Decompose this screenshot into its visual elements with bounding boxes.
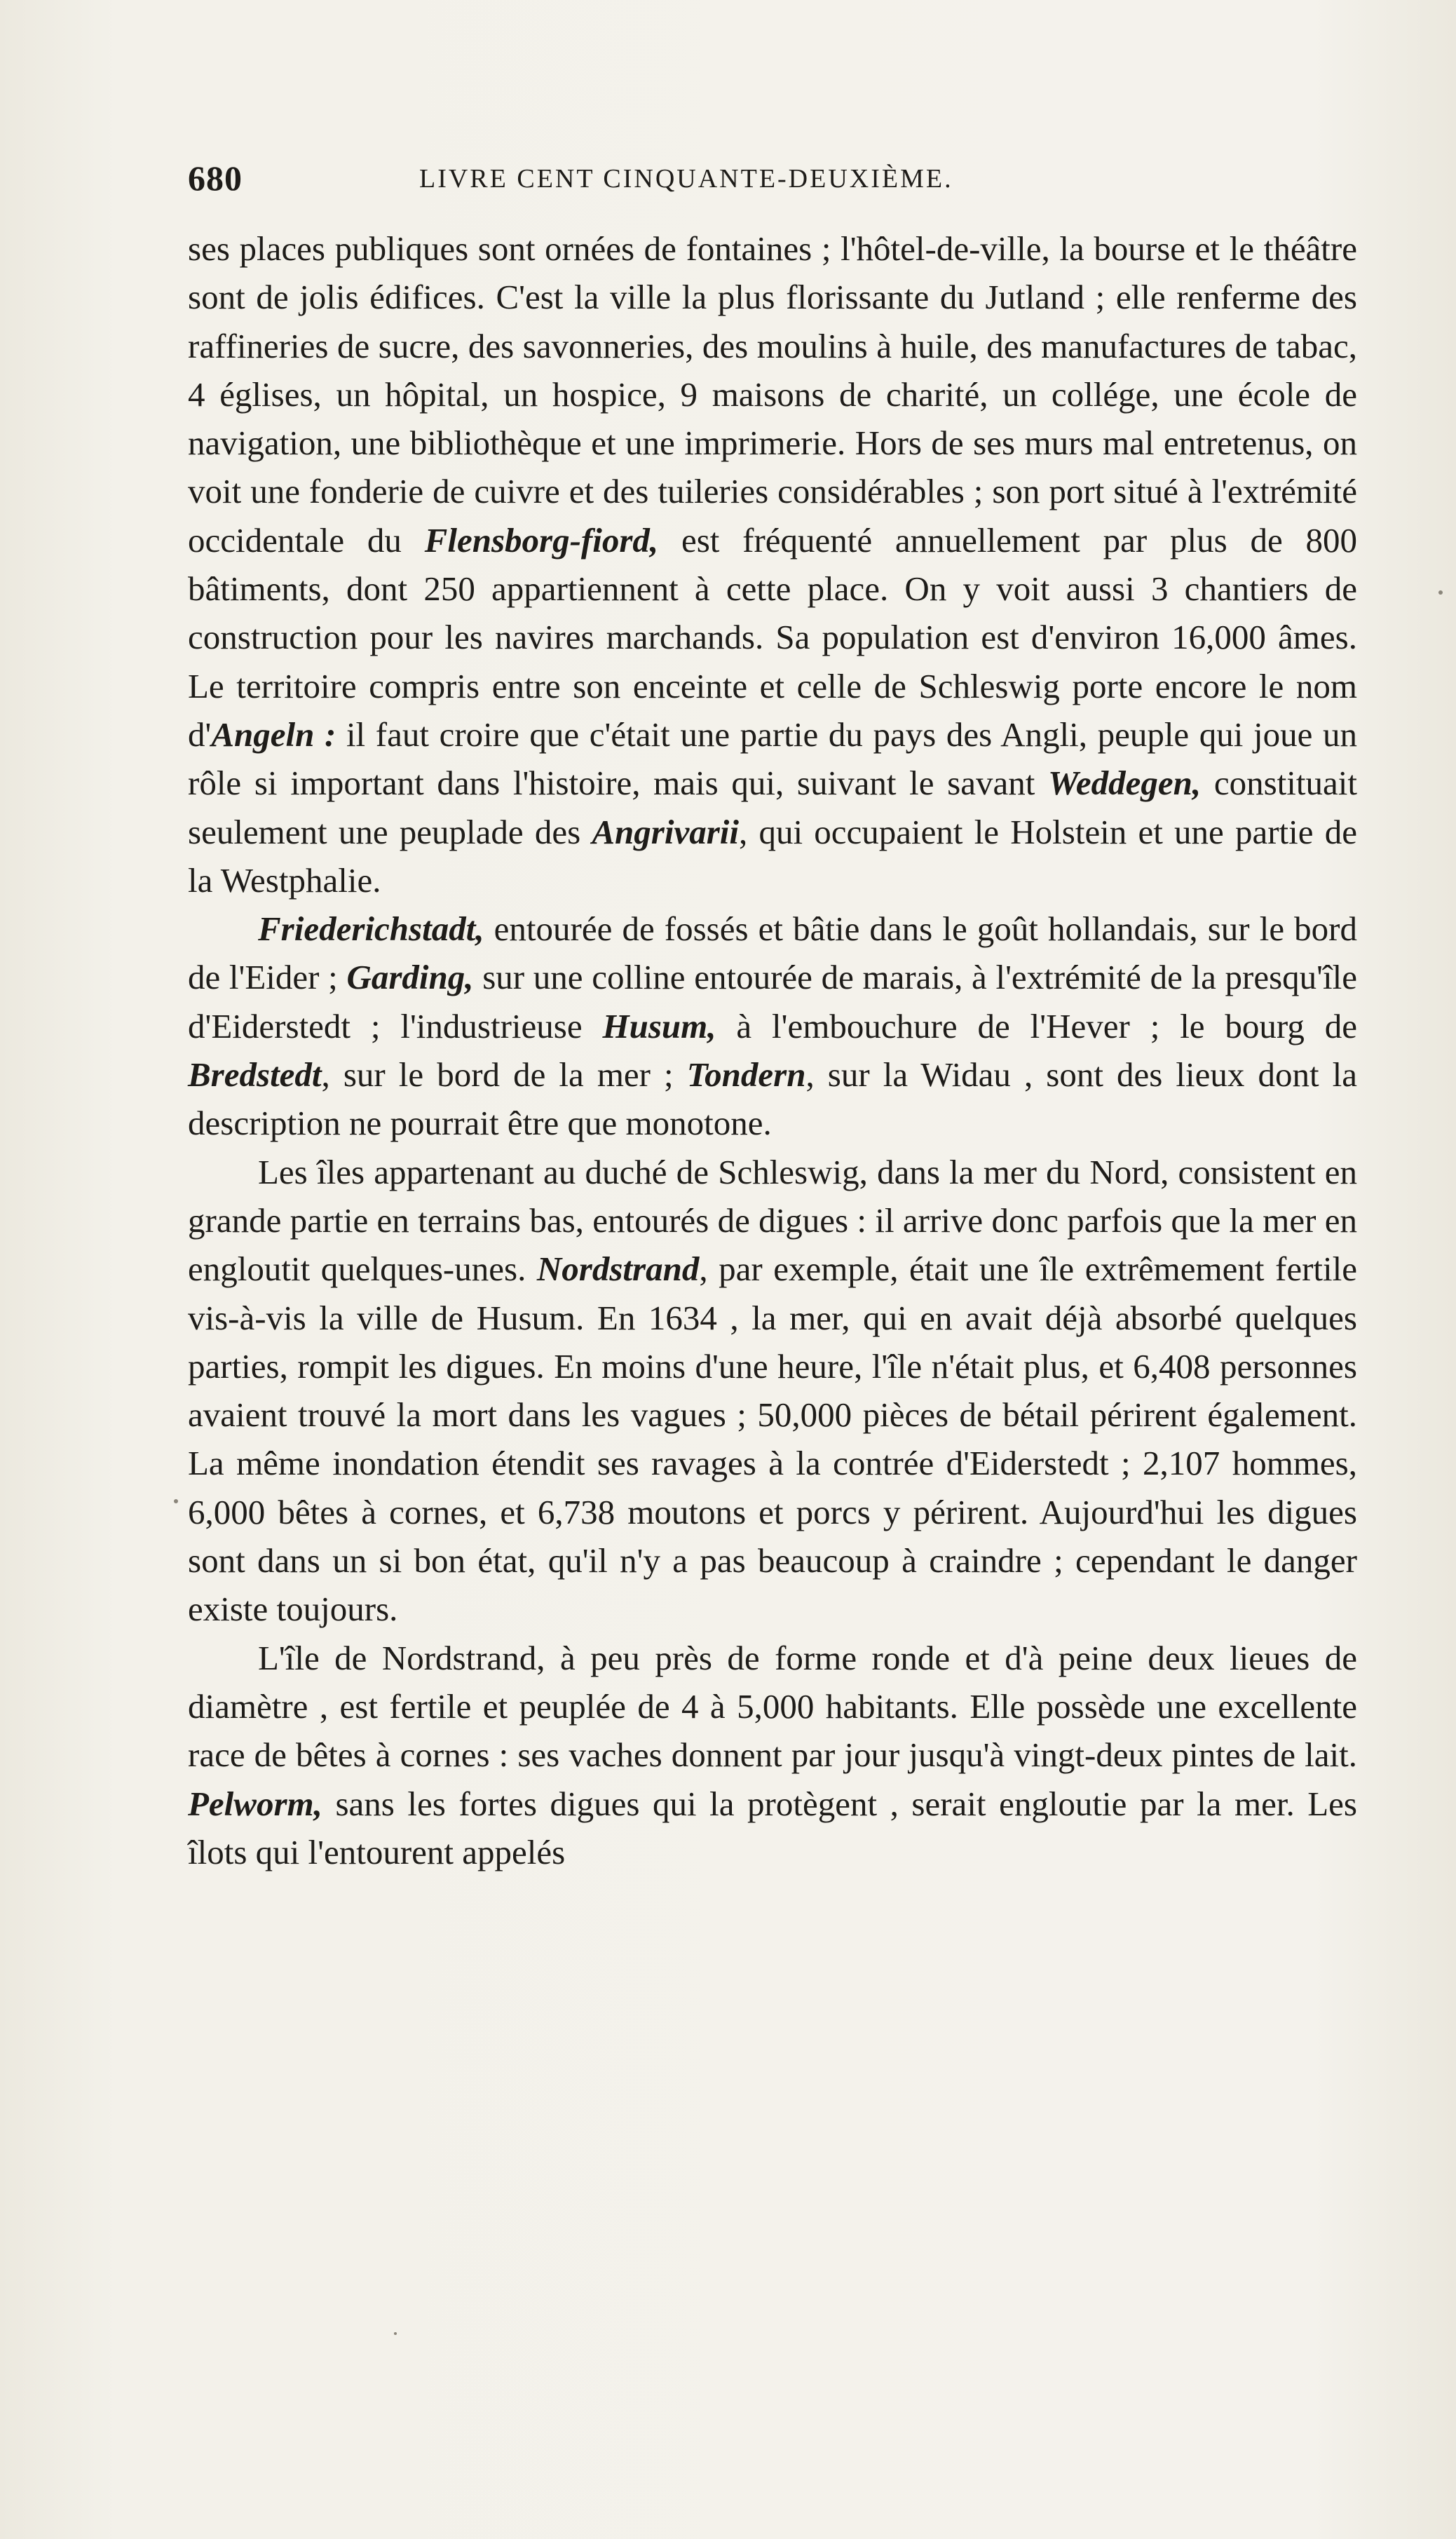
text-run: ses places publiques sont ornées de fontaines ; l'hôtel-de-ville, la bourse et le théâtre sont de jolis édifices. C'est la ville la plus florissante du Jutland ; elle renferme des raffineries de sucre, des savonneries, des moulins à huile, des manufactures de tabac, 4 églises, un hôpital, un hospice, 9 maisons de charité, un collége, une école de navigation, une bibliothèque et une imprimerie. Hors de ses murs mal entretenus, on voit une fonderie de cuivre et des tuileries considérables ; son port situé à l'extrémité occidentale du bbox=[188, 229, 1357, 560]
running-head: LIVRE CENT CINQUANTE-DEUXIÈME. bbox=[419, 164, 953, 194]
text-run: entourée de fossés et bâtie dans le goût hollandais, sur le bord de l'Eider ; bbox=[188, 909, 1357, 997]
paper-speck bbox=[1438, 590, 1443, 595]
page-header bbox=[188, 158, 1288, 207]
text-run: , sur le bord de la mer ; bbox=[321, 1055, 687, 1095]
paper-speck bbox=[394, 2332, 397, 2335]
place-name-nordstrand: Nordstrand bbox=[536, 1250, 700, 1289]
text-run: , sur la Widau , sont des lieux dont la description ne pourrait être que monotone. bbox=[188, 1055, 1357, 1143]
text-run: sans les fortes digues qui la protègent , serait engloutie par la mer. Les îlots qui l'entourent appelés bbox=[188, 1784, 1357, 1871]
page-number: 680 bbox=[188, 158, 243, 198]
text-run: , qui occupaient le Holstein et une partie de la Westphalie. bbox=[188, 812, 1357, 900]
text-run: Les îles appartenant au duché de Schleswig, dans la mer du Nord, consistent en grande partie en terrains bas, entourés de digues : il arrive donc parfois que la mer en engloutit quelques-unes. bbox=[188, 1152, 1357, 1289]
text-run: , par exemple, était une île extrêmement fertile vis-à-vis la ville de Husum. En 1634 , la mer, qui en avait déjà absorbé quelques parties, rompit les digues. En moins d'une heure, l'île n'était plus, et 6,408 personnes avaient trouvé la mort dans les vagues ; 50,000 pièces de bétail périrent également. La même inondation étendit ses ravages à la contrée d'Eiderstedt ; 2,107 hommes, 6,000 bêtes à cornes, et 6,738 moutons et porcs y périrent. Aujourd'hui les digues sont dans un si bon état, qu'il n'y a pas beaucoup à craindre ; cependant le danger existe toujours. bbox=[188, 1250, 1357, 1629]
place-name-bredstedt: Bredstedt bbox=[188, 1055, 322, 1095]
paragraph-islands bbox=[188, 1148, 1357, 1634]
text-run: il faut croire que c'était une partie du pays des Angli, peuple qui joue un rôle si important dans l'histoire, mais qui, suivant le savant bbox=[188, 715, 1357, 803]
paragraph-aarhus-continued bbox=[188, 224, 1357, 905]
place-name-garding: Garding, bbox=[346, 958, 474, 997]
place-name-tondern: Tondern bbox=[686, 1055, 806, 1095]
text-run: sur une colline entourée de marais, à l'extrémité de la presqu'île d'Eiderstedt ; l'industrieuse bbox=[188, 958, 1357, 1045]
paper-speck bbox=[174, 1499, 178, 1503]
text-run: à l'embouchure de l'Hever ; le bourg de bbox=[716, 1006, 1357, 1045]
text-run: constituait seulement une peuplade des bbox=[188, 764, 1357, 851]
body-text bbox=[188, 224, 1357, 1876]
place-name-pelworm: Pelworm, bbox=[188, 1784, 322, 1823]
place-name-angeln: Angeln : bbox=[211, 715, 336, 754]
paragraph-nordstrand bbox=[188, 1634, 1357, 1876]
place-name-friederichstadt: Friederichstadt, bbox=[258, 909, 484, 949]
place-name-flensborg-fiord: Flensborg-fiord, bbox=[424, 520, 659, 560]
text-run: est fréquenté annuellement par plus de 800 bâtiments, dont 250 appartiennent à cette place. On y voit aussi 3 chantiers de construction pour les navires marchands. Sa population est d'environ 16,000 âmes. Le territoire compris entre son enceinte et celle de Schleswig porte encore le nom d' bbox=[188, 520, 1358, 754]
text-run: L'île de Nordstrand, à peu près de forme ronde et d'à peine deux lieues de diamètre , est fertile et peuplée de 4 à 5,000 habitants. Elle possède une excellente race de bêtes à cornes : ses vaches donnent par jour jusqu'à vingt-deux pintes de lait. bbox=[188, 1638, 1357, 1775]
people-name-angrivarii: Angrivarii bbox=[592, 812, 740, 851]
place-name-husum: Husum, bbox=[602, 1006, 716, 1045]
paragraph-towns bbox=[188, 905, 1357, 1147]
author-name-weddegen: Weddegen, bbox=[1048, 764, 1202, 803]
